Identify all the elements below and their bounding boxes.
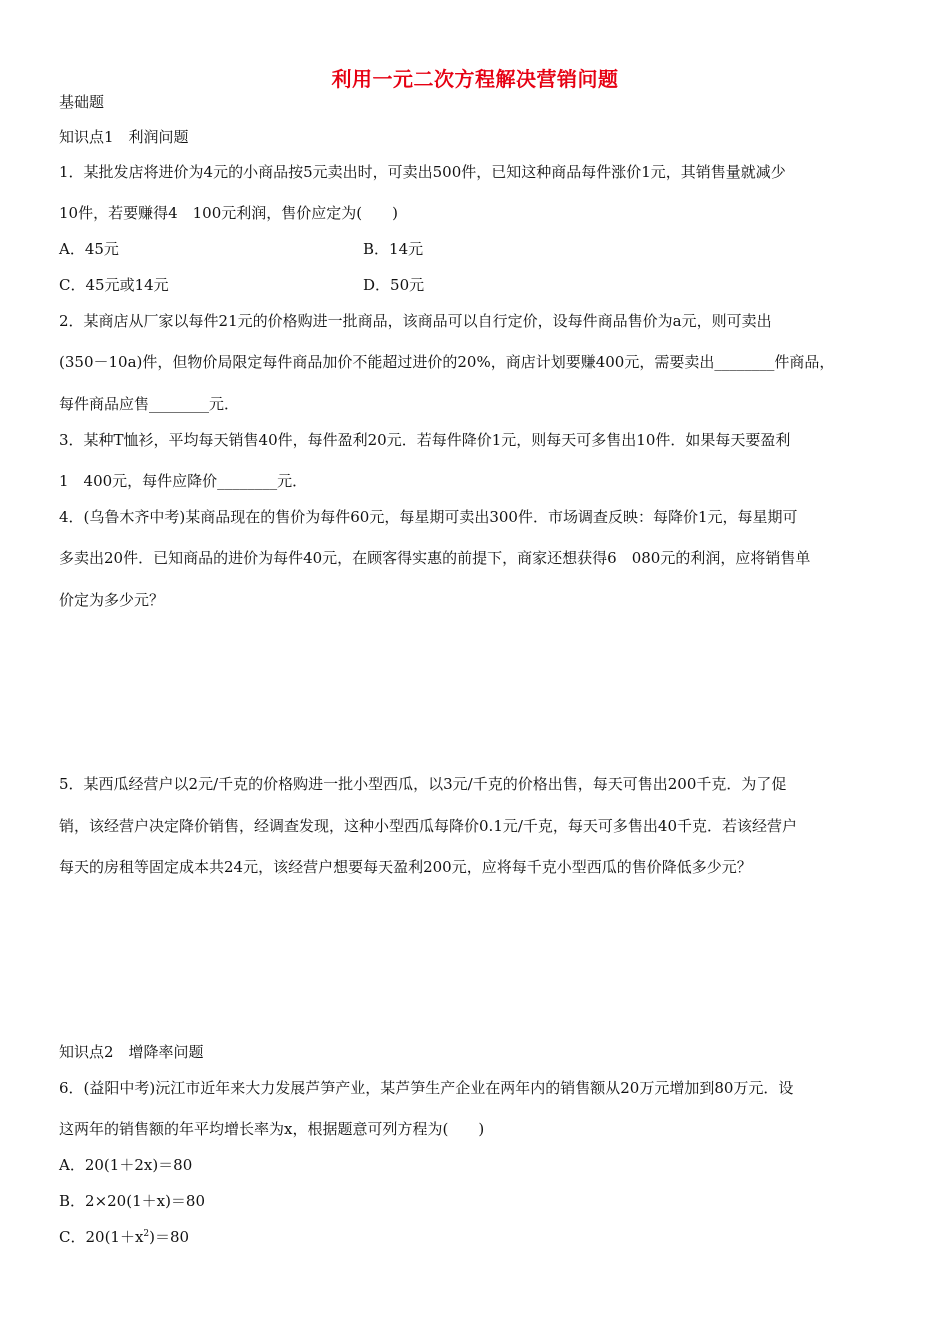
option-d: D．50元 [363,276,425,294]
question-text: 这两年的销售额的年平均增长率为x，根据题意可列方程为( ) [59,1120,485,1138]
question-text: 多卖出20件．已知商品的进价为每件40元，在顾客得实惠的前提下，商家还想获得6 080元的利润，应将销售单 [59,549,811,567]
option-c: C．45元或14元 [59,276,169,294]
question-text: 6．(益阳中考)沅江市近年来大力发展芦笋产业，某芦笋生产企业在两年内的销售额从20万元增加到80万元．设 [59,1079,794,1097]
question-text: 1 400元，每件应降价________元． [59,472,308,490]
question-text: 3．某种T恤衫，平均每天销售40件，每件盈利20元．若每件降价1元，则每天可多售出10件．如果每天要盈利 [59,431,791,449]
option-b: B．14元 [363,240,424,258]
question-text: 每天的房租等固定成本共24元，该经营户想要每天盈利200元，应将每千克小型西瓜的售价降低多少元？ [59,858,752,876]
question-text: 2．某商店从厂家以每件21元的价格购进一批商品，该商品可以自行定价，设每件商品售价为a元，则可卖出 [59,312,772,330]
question-text: 10件，若要赚得4 100元利润，售价应定为( ) [59,204,398,222]
question-text: 销，该经营户决定降价销售，经调查发现，这种小型西瓜每降价0.1元/千克，每天可多售出40千克．若该经营户 [59,817,798,835]
option-c-text-end: )＝80 [149,1228,190,1246]
question-text: 每件商品应售________元． [59,395,240,413]
question-text: 4．(乌鲁木齐中考)某商品现在的售价为每件60元，每星期可卖出300件．市场调查反映：每降价1元，每星期可 [59,508,798,526]
knowledge-point-heading: 知识点2 增降率问题 [59,1043,204,1061]
option-c [59,1227,910,1247]
question-text: 价定为多少元？ [59,591,165,609]
option-a: A．20(1＋2x)＝80 [59,1156,193,1174]
exponent: 2 [143,1229,150,1239]
option-b: B．2×20(1＋x)＝80 [59,1192,206,1210]
option-c-text: C．20(1＋x [59,1228,144,1246]
option-a: A．45元 [59,240,119,258]
document-title: 利用一元二次方程解决营销问题 [331,67,619,91]
question-text: 5．某西瓜经营户以2元/千克的价格购进一批小型西瓜，以3元/千克的价格出售，每天可售出200千克．为了促 [59,775,787,793]
knowledge-point-heading: 知识点1 利润问题 [59,128,189,146]
section-heading: 基础题 [59,93,105,111]
question-text: 1．某批发店将进价为4元的小商品按5元卖出时，可卖出500件，已知这种商品每件涨价1元，其销售量就减少 [59,163,786,181]
question-text: (350－10a)件，但物价局限定每件商品加价不能超过进价的20%，商店计划要赚400元，需要卖出________件商品， [59,353,835,371]
